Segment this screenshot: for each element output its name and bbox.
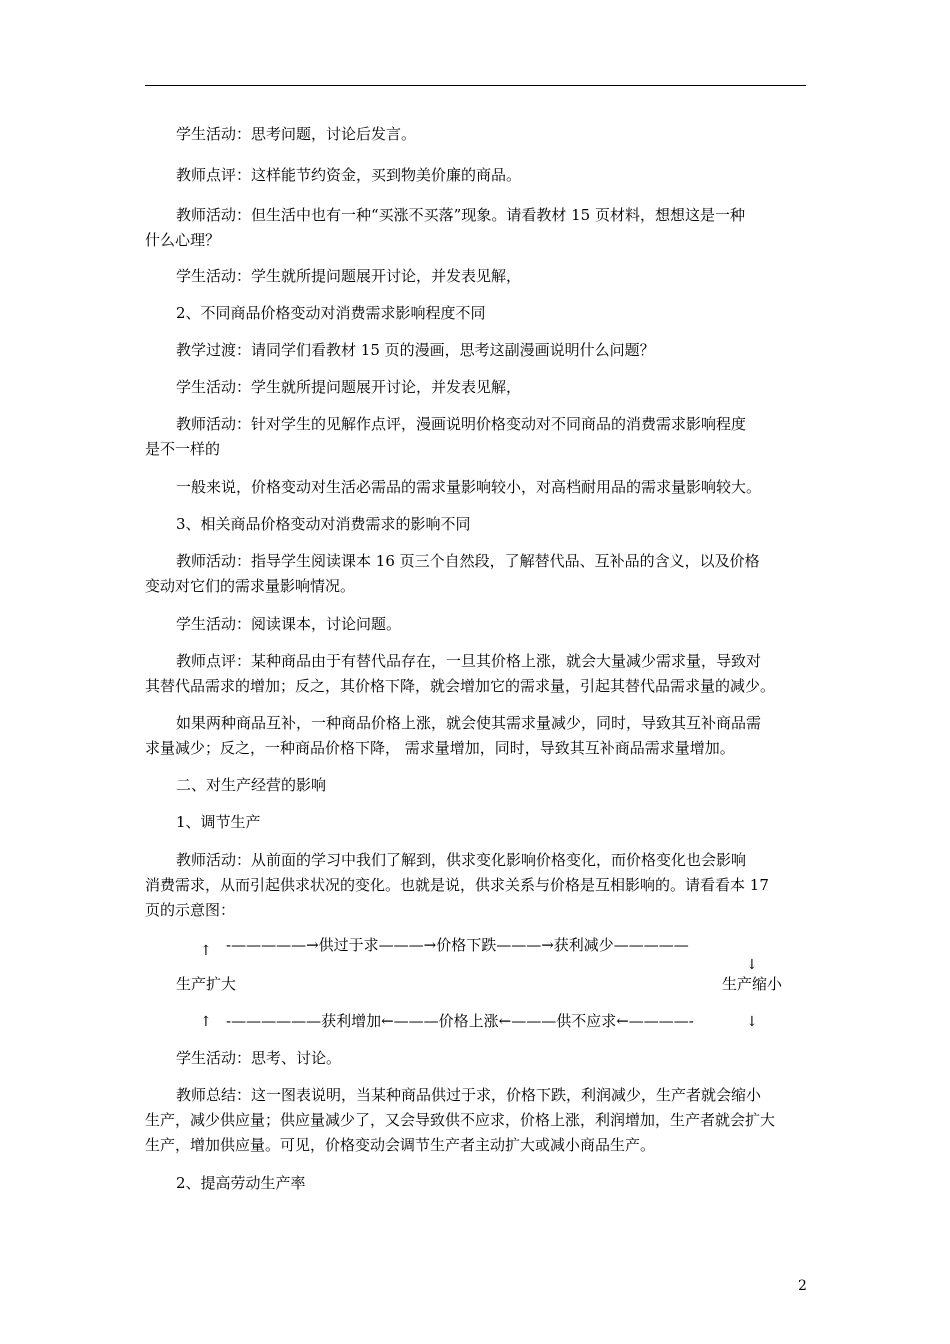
paragraph: 教师总结：这一图表说明，当某种商品供过于求，价格下跌，利润减少，生产者就会缩小 bbox=[176, 1086, 762, 1104]
paragraph: 教师点评：这样能节约资金，买到物美价廉的商品。 bbox=[176, 166, 522, 184]
paragraph: 教师点评：某种商品由于有替代品存在，一旦其价格上涨，就会大量减少需求量，导致对 bbox=[176, 652, 762, 670]
paragraph: 生产，增加供应量。可见，价格变动会调节生产者主动扩大或减小商品生产。 bbox=[145, 1136, 656, 1154]
diagram-right-label: 生产缩小 bbox=[722, 975, 783, 993]
paragraph: 教师活动：指导学生阅读课本 16 页三个自然段，了解替代品、互补品的含义，以及价格 bbox=[176, 552, 760, 570]
paragraph: 消费需求，从而引起供求状况的变化。也就是说，供求关系与价格是互相影响的。请看看本 17 bbox=[145, 876, 769, 894]
paragraph: 一般来说，价格变动对生活必需品的需求量影响较小，对高档耐用品的需求量影响较大。 bbox=[176, 478, 762, 496]
paragraph: 是不一样的 bbox=[145, 440, 221, 458]
paragraph: 学生活动：学生就所提问题展开讨论，并发表见解， bbox=[176, 378, 522, 396]
paragraph: 学生活动：思考问题，讨论后发言。 bbox=[176, 125, 417, 143]
diagram-top-row: -—————→供过于求———→价格下跌———→获利减少————— bbox=[226, 936, 689, 954]
paragraph: 求量减少；反之，一种商品价格下降， 需求量增加，同时，导致其互补商品需求量增加。 bbox=[145, 739, 735, 757]
paragraph: 教师活动：从前面的学习中我们了解到，供求变化影响价格变化，而价格变化也会影响 bbox=[176, 851, 747, 869]
paragraph: 学生活动：学生就所提问题展开讨论，并发表见解， bbox=[176, 267, 522, 285]
section-heading: 2、提高劳动生产率 bbox=[176, 1174, 306, 1192]
paragraph: 学生活动：阅读课本，讨论问题。 bbox=[176, 615, 402, 633]
section-heading: 2、不同商品价格变动对消费需求影响程度不同 bbox=[176, 304, 486, 322]
paragraph: 其替代品需求的增加；反之，其价格下降，就会增加它的需求量，引起其替代品需求量的减少。 bbox=[145, 677, 776, 695]
paragraph: 教师活动：但生活中也有一种“买涨不买落”现象。请看教材 15 页材料，想想这是一种 bbox=[176, 206, 745, 224]
section-heading: 二、对生产经营的影响 bbox=[176, 776, 327, 794]
paragraph: 学生活动：思考、讨论。 bbox=[176, 1049, 342, 1067]
paragraph: 生产，减少供应量；供应量减少了，又会导致供不应求，价格上涨，利润增加，生产者就会扩大 bbox=[145, 1111, 776, 1129]
down-arrow-icon: ↓ bbox=[746, 957, 758, 973]
paragraph: 如果两种商品互补，一种商品价格上涨，就会使其需求量减少，同时，导致其互补商品需 bbox=[176, 714, 762, 732]
up-arrow-icon: ↑ bbox=[200, 943, 212, 959]
diagram-left-label: 生产扩大 bbox=[176, 975, 237, 993]
paragraph: 变动对它们的需求量影响情况。 bbox=[145, 577, 356, 595]
diagram-bottom-row: -——————获利增加←———价格上涨←———供不应求←————- bbox=[226, 1012, 694, 1030]
section-heading: 3、相关商品价格变动对消费需求的影响不同 bbox=[176, 515, 471, 533]
paragraph: 教师活动：针对学生的见解作点评，漫画说明价格变动对不同商品的消费需求影响程度 bbox=[176, 415, 747, 433]
paragraph: 页的示意图： bbox=[145, 901, 236, 919]
down-arrow-icon: ↓ bbox=[746, 1014, 758, 1030]
up-arrow-icon: ↑ bbox=[200, 1014, 212, 1030]
paragraph: 教学过渡：请同学们看教材 15 页的漫画，思考这副漫画说明什么问题？ bbox=[176, 341, 655, 359]
page-number: 2 bbox=[798, 1278, 807, 1294]
paragraph: 什么心理？ bbox=[145, 231, 221, 249]
header-rule bbox=[145, 85, 806, 86]
section-heading: 1、调节生产 bbox=[176, 813, 261, 831]
